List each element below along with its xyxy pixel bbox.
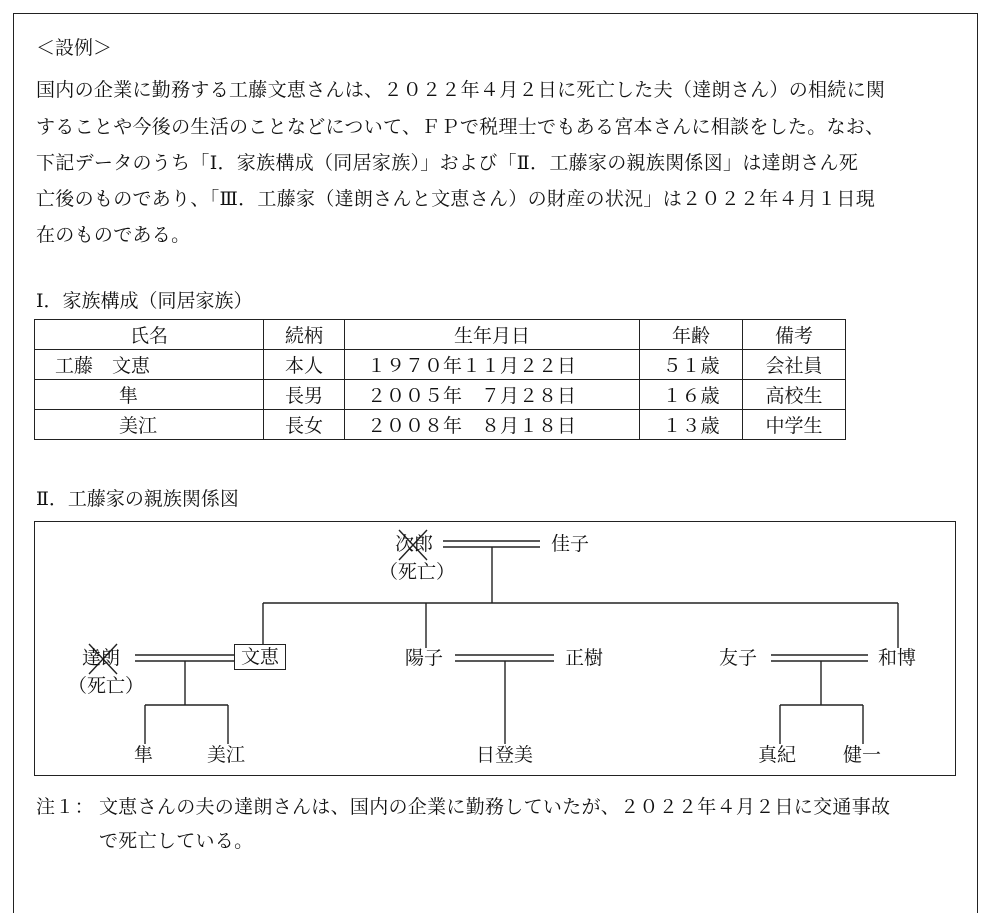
intro-line: 下記データのうち「Ⅰ．家族構成（同居家族）」および「Ⅱ．工藤家の親族関係図」は達朗さん死: [36, 152, 859, 174]
header-name: 氏名: [35, 320, 264, 350]
person-masaki: 正樹: [565, 647, 604, 669]
cell-relation: 長男: [264, 380, 345, 410]
person-kazuhiro: 和博: [878, 647, 917, 669]
person-hitomi: 日登美: [476, 744, 534, 766]
family-tree-lines: [35, 522, 957, 777]
cell-relation: 本人: [264, 350, 345, 380]
example-heading: ＜設例＞: [36, 37, 113, 59]
header-birthdate: 生年月日: [345, 320, 640, 350]
note-label: 注１：: [36, 796, 94, 818]
person-yoshiko: 佳子: [551, 533, 590, 555]
table-row: [35, 380, 846, 410]
cell-relation: 長女: [264, 410, 345, 440]
cell-birthdate-text: ２００８年 ８月１８日: [367, 415, 577, 437]
cell-remarks: 会社員: [743, 350, 846, 380]
person-kenichi: 健一: [843, 744, 882, 766]
family-table: [34, 319, 846, 440]
cell-age: １３歳: [640, 410, 743, 440]
person-jiro: 次郎: [395, 533, 434, 555]
cell-age: ５１歳: [640, 350, 743, 380]
table-row: [35, 350, 846, 380]
cell-name: [35, 380, 264, 410]
cell-birthdate: [345, 380, 640, 410]
section-1-title: Ⅰ．家族構成（同居家族）: [36, 290, 253, 312]
status-deceased: （死亡）: [68, 675, 145, 697]
status-deceased: （死亡）: [379, 561, 456, 583]
family-tree-diagram: [34, 521, 956, 776]
note-text: で死亡している。: [99, 830, 254, 852]
person-tomoko: 友子: [719, 647, 758, 669]
person-hayato: 隼: [134, 744, 154, 766]
person-maki: 真紀: [758, 744, 797, 766]
cell-name: [35, 350, 264, 380]
section-2-title: Ⅱ．工藤家の親族関係図: [36, 488, 239, 510]
intro-line: 亡後のものであり、「Ⅲ．工藤家（達朗さんと文恵さん）の財産の状況」は２０２２年４月１日現: [36, 188, 876, 210]
intro-line: することや今後の生活のことなどについて、ＦＰで税理士でもある宮本さんに相談をした。なお、: [36, 116, 885, 138]
header-remarks: 備考: [743, 320, 846, 350]
cell-name-text: 工藤 文恵: [55, 355, 151, 377]
header-age: 年齢: [640, 320, 743, 350]
intro-line: 国内の企業に勤務する工藤文恵さんは、２０２２年４月２日に死亡した夫（達朗さん）の相続に関: [36, 79, 886, 101]
person-fumie: 文恵: [234, 644, 286, 670]
person-mie: 美江: [207, 744, 246, 766]
cell-age: １６歳: [640, 380, 743, 410]
person-yoko: 陽子: [405, 647, 444, 669]
cell-birthdate-text: １９７０年１１月２２日: [367, 355, 577, 377]
cell-name-text: 隼: [119, 385, 139, 407]
note-text: 文恵さんの夫の達朗さんは、国内の企業に勤務していたが、２０２２年４月２日に交通事故: [99, 796, 891, 818]
cell-remarks: 中学生: [743, 410, 846, 440]
cell-birthdate: [345, 350, 640, 380]
person-tatsuro: 達朗: [82, 647, 121, 669]
cell-birthdate-text: ２００５年 ７月２８日: [367, 385, 577, 407]
cell-name: [35, 410, 264, 440]
cell-name-text: 美江: [119, 415, 158, 437]
cell-birthdate: [345, 410, 640, 440]
intro-line: 在のものである。: [36, 224, 191, 246]
header-relation: 続柄: [264, 320, 345, 350]
table-row: [35, 410, 846, 440]
cell-remarks: 高校生: [743, 380, 846, 410]
table-header-row: [35, 320, 846, 350]
